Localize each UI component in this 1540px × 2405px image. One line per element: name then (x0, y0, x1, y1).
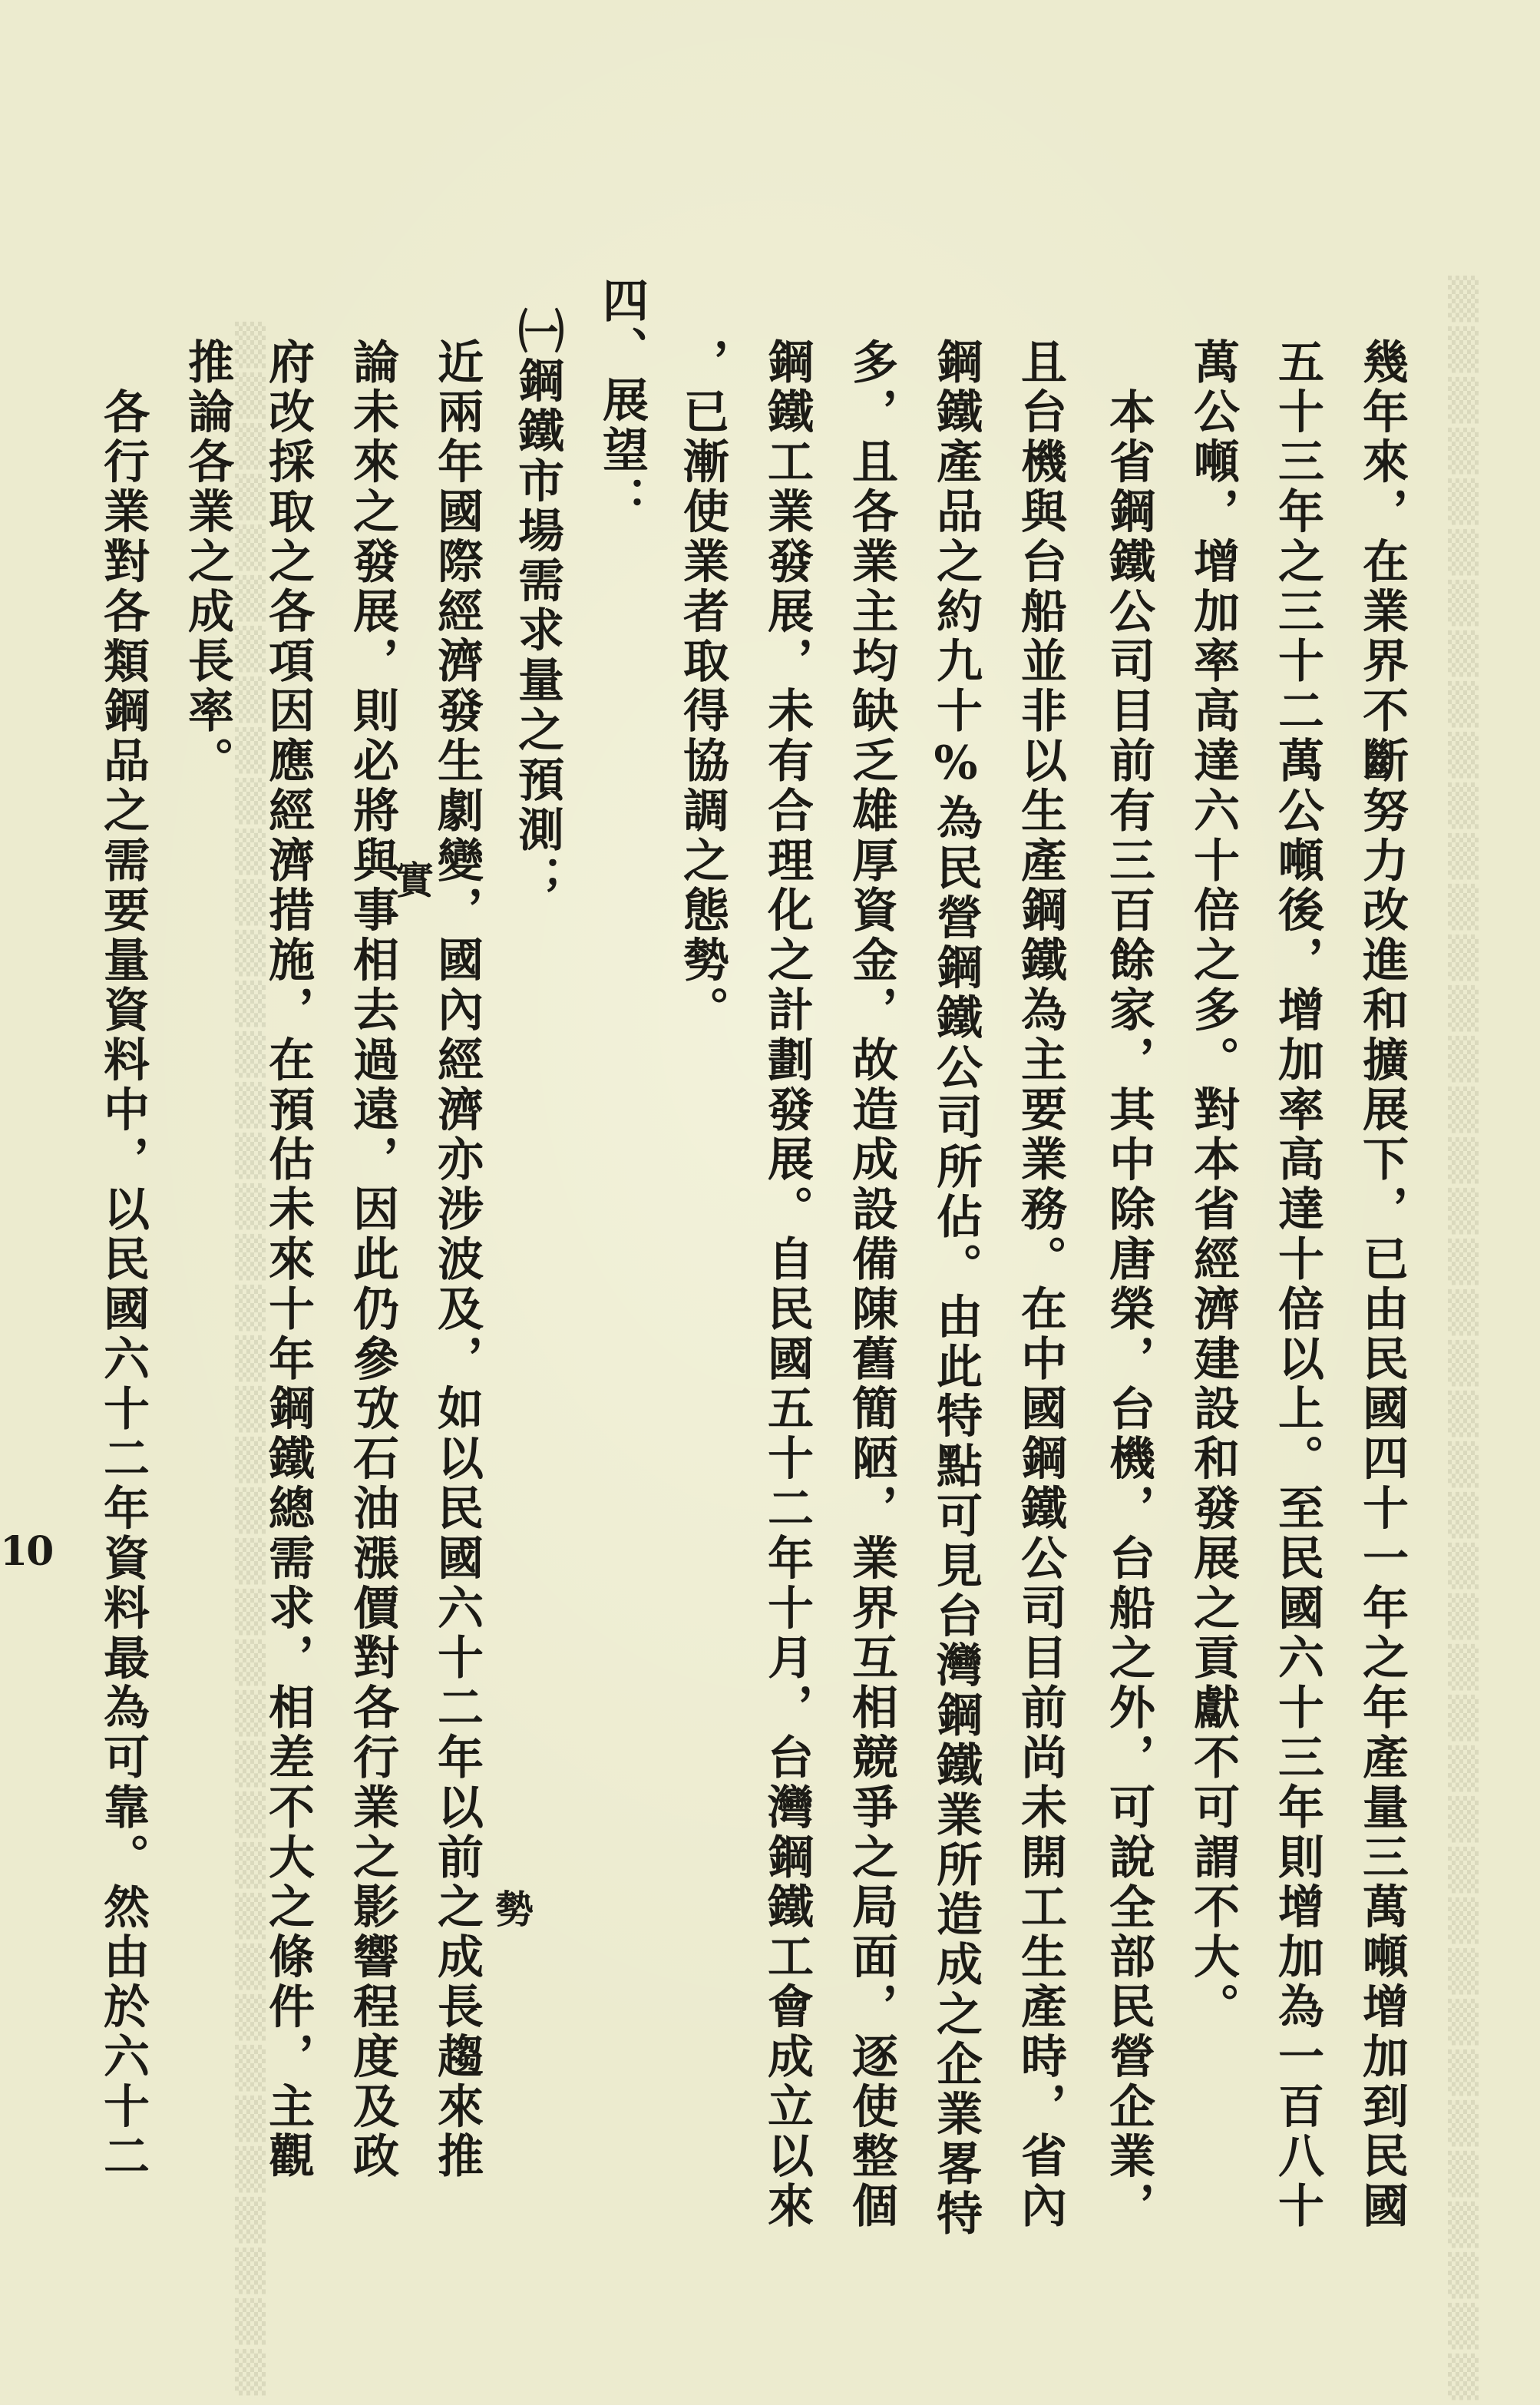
text-column-8: 鋼鐵工業發展，未有合理化之計劃發展。自民國五十二年十月，台灣鋼鐵工會成立以來 (760, 338, 814, 2232)
text-column-4: 本省鋼鐵公司目前有三百餘家，其中除唐榮，台機，台船之外，可說全部民營企業， (1102, 388, 1155, 2232)
text-column-1: 幾年來，在業界不斷努力改進和擴展下，已由民國四十一年之年產量三萬噸增加到民國 (1355, 338, 1409, 2232)
text-column-6: 鋼鐵產品之約九十%為民營鋼鐵公司所佔。由此特點可見台灣鋼鐵業所造成之企業畧特 (929, 338, 983, 2240)
text-column-5: 且台機與台船並非以生產鋼鐵為主要業務。在中國鋼鐵公司目前尚未開工生產時，省內 (1013, 338, 1067, 2232)
text-column-9: ，已漸使業者取得協調之態勢。 (676, 338, 729, 1036)
bleed-through-texture: ▒▒▒▒▒▒▒▒▒▒▒▒▒▒▒▒▒▒▒▒▒▒▒▒▒▒▒▒▒▒▒▒▒▒▒▒▒▒▒▒▒▒ (1440, 276, 1486, 2405)
page-number: 10 (0, 1528, 53, 1575)
inserted-character: 勢 (489, 1889, 534, 1927)
text-column-12: 近兩年國際經濟發生劇變，國內經濟亦涉波及，如以民國六十二年以前之成長趨來推 (430, 338, 484, 2182)
text-column-15: 推論各業之成長率。 (180, 338, 234, 787)
text-column-7: 多，且各業主均缺乏雄厚資金，故造成設備陳舊簡陋，業界互相競爭之局面，逐使整個 (844, 338, 898, 2232)
text-column-2: 五十三年之三十二萬公噸後，增加率高達十倍以上。至民國六十三年則增加為一百八十 (1271, 338, 1324, 2232)
subsection-heading: ㈠鋼鐵市場需求量之預測； (511, 307, 564, 905)
text-column-16: 各行業對各類鋼品之需要量資料中，以民國六十二年資料最為可靠。然由於六十二 (96, 388, 150, 2182)
text-column-14: 府改採取之各項因應經濟措施，在預估未來十年鋼鐵總需求，相差不大之條件，主觀 (261, 338, 315, 2182)
bleed-through-texture: ▒▒▒▒▒▒▒▒▒▒▒▒▒▒▒▒▒▒▒▒▒▒▒▒▒▒▒▒▒▒▒▒▒▒▒▒▒▒▒▒▒ (227, 323, 273, 2400)
text-column-3: 萬公噸，增加率高達六十倍之多。對本省經濟建設和發展之貢獻不可謂不大。 (1186, 338, 1240, 2033)
inserted-character: 實 (389, 860, 435, 898)
text-column-13: 論未來之發展，則必將與事相去過遠，因此仍參攷石油漲價對各行業之影響程度及政 (345, 338, 399, 2182)
section-heading: 四、展望： (595, 276, 649, 526)
